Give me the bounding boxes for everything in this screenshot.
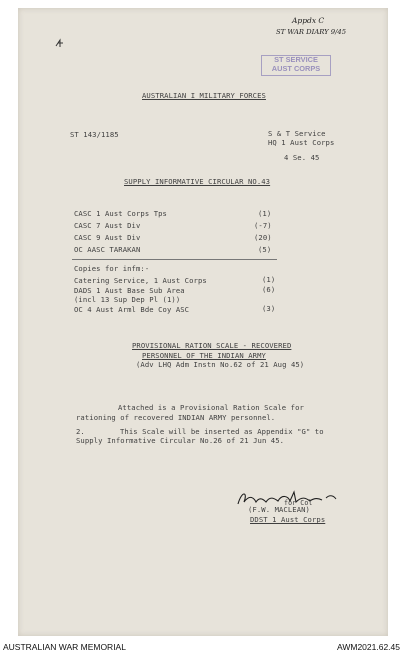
stamp-line-2: AUST CORPS: [271, 63, 321, 73]
handwritten-appendix-note: Appdx C: [292, 16, 325, 25]
distribution-item-name: CASC 1 Aust Corps Tps: [74, 209, 167, 218]
reference-number: ST 143/1185: [70, 130, 119, 139]
subject-line-1: PROVISIONAL RATION SCALE - RECOVERED: [132, 341, 292, 350]
footer-accession-number: AWM2021.62.45: [337, 642, 400, 652]
distribution-item-name: OC AASC TARAKAN: [74, 245, 141, 254]
paragraph-2-number: 2.: [76, 427, 85, 436]
sender-line-2: HQ 1 Aust Corps: [268, 138, 335, 147]
copies-info-line: Catering Service, 1 Aust Corps: [74, 276, 207, 285]
circular-title: SUPPLY INFORMATIVE CIRCULAR NO.43: [124, 177, 271, 186]
copies-info-line: (incl 13 Sup Dep Pl (1)): [74, 295, 181, 304]
signature-for: for Col: [284, 499, 313, 507]
paragraph-2-line-1: This Scale will be inserted as Appendix "G" to: [120, 427, 324, 436]
corps-stamp: [261, 55, 331, 76]
sender-line-1: S & T Service: [268, 129, 326, 138]
copies-info-copies: (1): [262, 275, 276, 284]
distribution-item-copies: (20): [254, 233, 272, 242]
signatory-title: DDST 1 Aust Corps: [250, 515, 326, 524]
distribution-item-name: CASC 9 Aust Div: [74, 233, 141, 242]
distribution-divider: [72, 259, 277, 260]
pencil-mark-icon: [54, 38, 66, 48]
document-page: [18, 8, 388, 636]
copies-info-copies: (3): [262, 304, 276, 313]
distribution-item-copies: (1): [258, 209, 272, 218]
copies-info-line: Copies for infm:-: [74, 264, 150, 273]
subject-line-2: PERSONNEL OF THE INDIAN ARMY: [142, 351, 266, 360]
copies-info-line: DADS 1 Aust Base Sub Area: [74, 286, 185, 295]
subject-reference: (Adv LHQ Adm Instn No.62 of 21 Aug 45): [136, 360, 305, 369]
copies-info-line: OC 4 Aust Arml Bde Coy ASC: [74, 305, 190, 314]
paragraph-1-line-2: rationing of recovered INDIAN ARMY personnel.: [76, 413, 276, 422]
distribution-item-copies: (5): [258, 245, 272, 254]
document-heading: AUSTRALIAN I MILITARY FORCES: [142, 91, 266, 100]
signatory-name: (F.W. MACLEAN): [248, 505, 310, 514]
handwritten-war-diary-note: ST WAR DIARY 9/45: [276, 28, 347, 36]
distribution-item-name: CASC 7 Aust Div: [74, 221, 141, 230]
stamp-line-1: ST SERVICE: [274, 55, 318, 64]
copies-info-copies: (6): [262, 285, 276, 294]
document-date: 4 Se. 45: [284, 153, 320, 162]
paragraph-1-line-1: Attached is a Provisional Ration Scale for: [118, 403, 304, 412]
distribution-item-copies: (-7): [254, 221, 272, 230]
archive-footer: [0, 640, 404, 653]
footer-institution: AUSTRALIAN WAR MEMORIAL: [3, 642, 126, 652]
paragraph-2-line-2: Supply Informative Circular No.26 of 21 Jun 45.: [76, 436, 285, 445]
